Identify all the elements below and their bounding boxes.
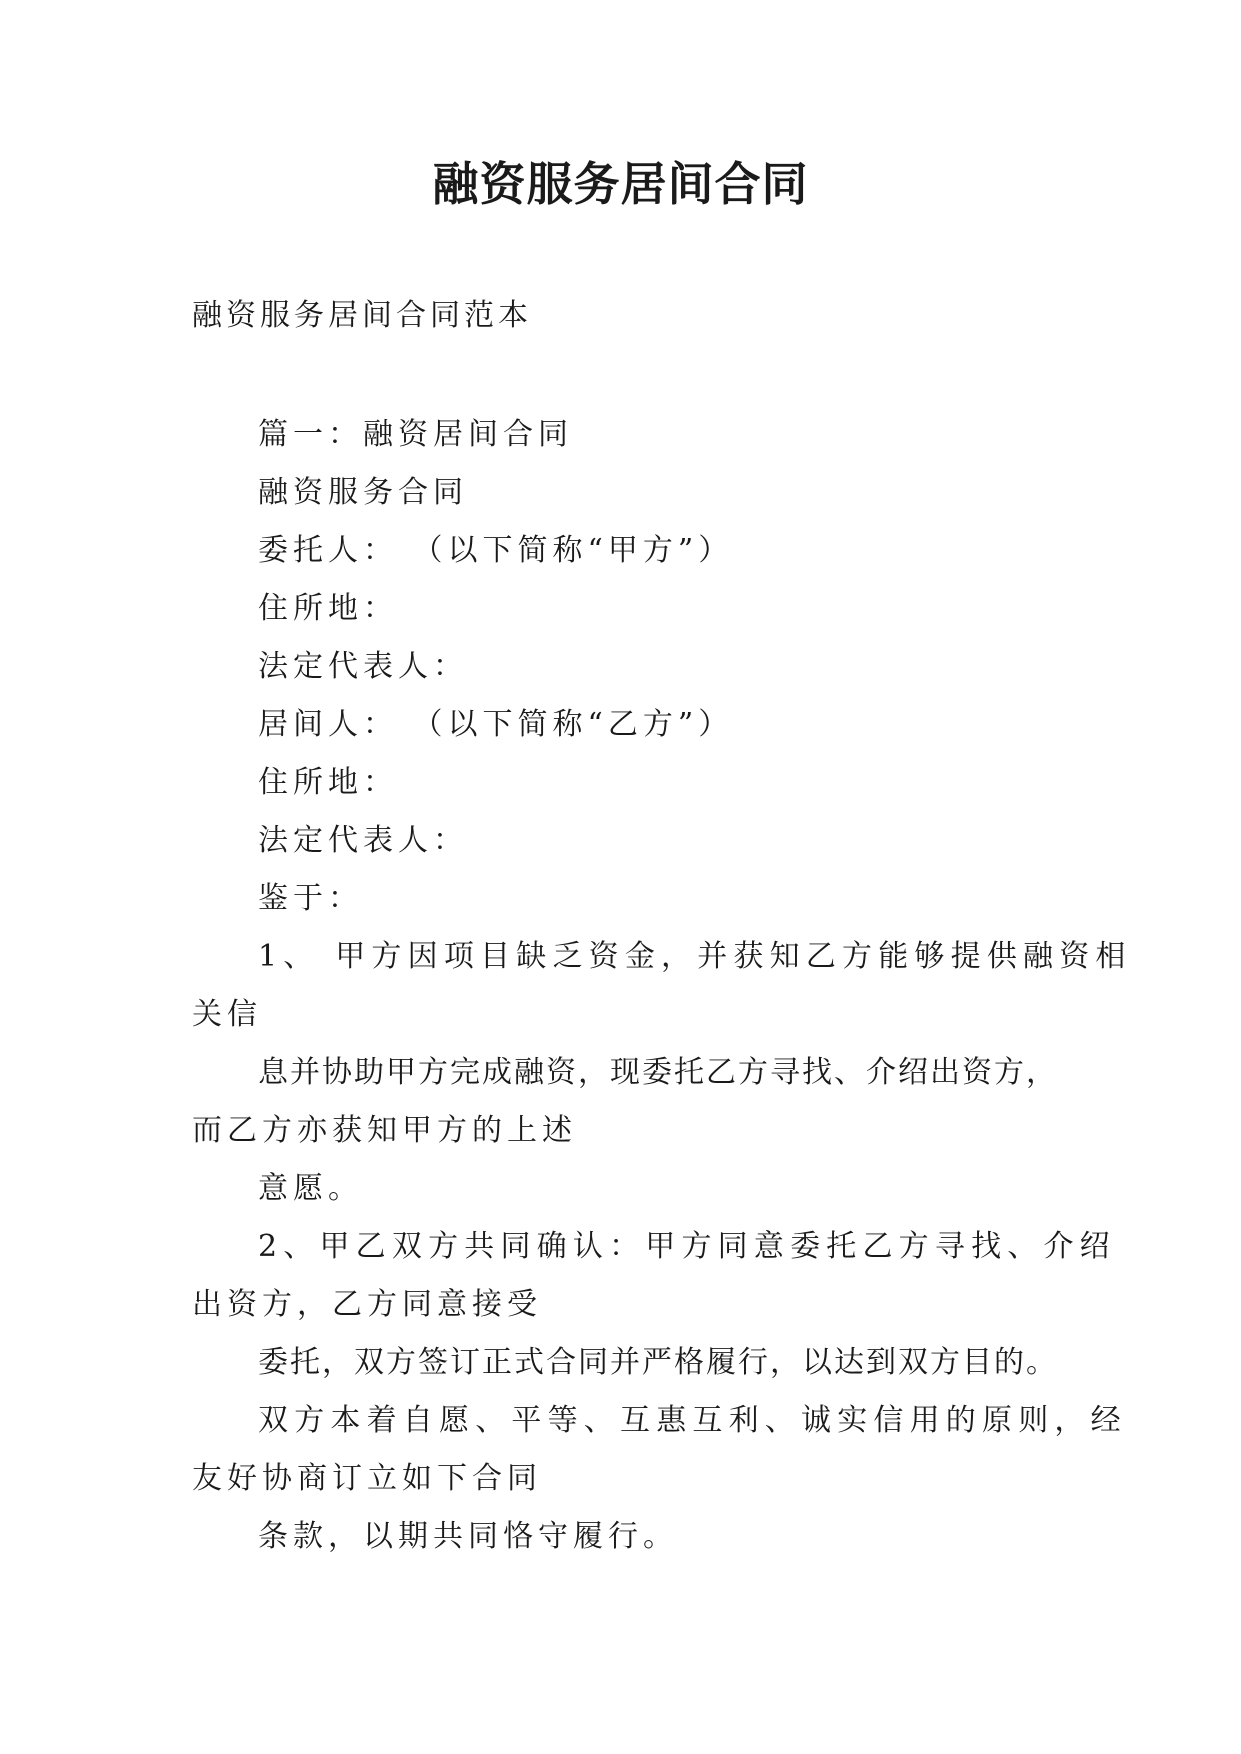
- client-address-line: 住所地：: [258, 591, 398, 626]
- document-title: 融资服务居间合同: [432, 157, 809, 211]
- contract-name: 融资服务合同: [258, 475, 468, 510]
- document-body: [192, 406, 1132, 1566]
- principle-line-3: 条款，以期共同恪守履行。: [258, 1519, 678, 1554]
- principle-line-1: 双方本着自愿、平等、互惠互利、诚实信用的原则，经: [258, 1403, 1127, 1438]
- client-line: 委托人： （以下简称“甲方”）: [258, 533, 734, 568]
- clause-2-line-3: 委托，双方签订正式合同并严格履行，以达到双方目的。: [258, 1345, 1058, 1380]
- document-subtitle: 融资服务居间合同范本: [192, 298, 532, 333]
- clause-1-line-3: 息并协助甲方完成融资，现委托乙方寻找、介绍出资方，: [258, 1055, 1058, 1090]
- clause-2-line-1: 2、甲乙双方共同确认：甲方同意委托乙方寻找、介绍: [258, 1229, 1116, 1264]
- section-heading: 篇一：融资居间合同: [258, 417, 573, 452]
- clause-1-line-1: 1、 甲方因项目缺乏资金，并获知乙方能够提供融资相: [258, 939, 1132, 974]
- clause-1-line-5: 意愿。: [258, 1171, 363, 1206]
- intermediary-representative-line: 法定代表人：: [258, 823, 468, 858]
- clause-2-line-2: 出资方，乙方同意接受: [192, 1287, 542, 1322]
- client-representative-line: 法定代表人：: [258, 649, 468, 684]
- clause-1-line-4: 而乙方亦获知甲方的上述: [192, 1113, 577, 1148]
- intermediary-address-line: 住所地：: [258, 765, 398, 800]
- clause-1-line-2: 关信: [192, 997, 262, 1032]
- whereas-line: 鉴于：: [258, 881, 363, 916]
- intermediary-line: 居间人： （以下简称“乙方”）: [258, 707, 734, 742]
- principle-line-2: 友好协商订立如下合同: [192, 1461, 542, 1496]
